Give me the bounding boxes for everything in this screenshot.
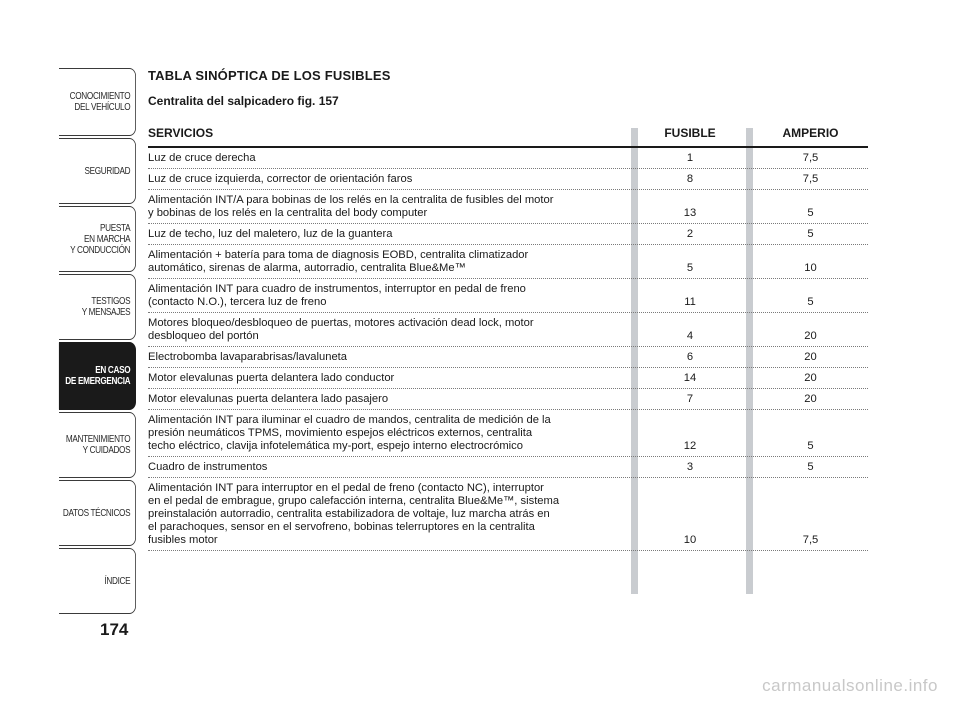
- tab-label: DATOS TÉCNICOS: [59, 480, 136, 546]
- service-cell: Electrobomba lavaparabrisas/lavaluneta: [148, 351, 348, 363]
- service-cell: Motor elevalunas puerta delantera lado pasajero: [148, 393, 389, 405]
- page-number: 174: [100, 620, 129, 639]
- table-row: [148, 313, 868, 347]
- table-row: [148, 169, 868, 190]
- tab-testigos-y-mensajes[interactable]: [42, 274, 136, 340]
- service-cell: Luz de cruce izquierda, corrector de orientación faros: [148, 173, 413, 185]
- fuse-table: [148, 126, 868, 551]
- service-cell: Alimentación INT/A para bobinas de los relés en la centralita de fusibles del motor y bobinas de los relés en la centralita del body computer: [148, 194, 554, 219]
- amp-cell: 7,5: [802, 152, 819, 164]
- column-header-services: SERVICIOS: [148, 126, 214, 140]
- table-row: [148, 457, 868, 478]
- tab-label: CONOCIMIENTO DEL VEHÍCULO: [59, 68, 136, 136]
- fuse-cell: 4: [686, 330, 694, 342]
- tab-label: SEGURIDAD: [59, 138, 136, 204]
- table-row: [148, 279, 868, 313]
- table-body: [148, 148, 868, 551]
- amp-cell: 20: [804, 351, 817, 363]
- table-row: [148, 347, 868, 368]
- column-header-fuse: FUSIBLE: [664, 126, 716, 140]
- fuse-cell: 11: [684, 296, 696, 308]
- amp-cell: 7,5: [802, 173, 819, 185]
- table-row: [148, 190, 868, 224]
- service-cell: Alimentación INT para interruptor en el pedal de freno (contacto NC), interruptor en el pedal de embrague, grupo calefacción interna, centralita Blue&Me™, sistema preinstalación autorradio, centralita estabilizadora de voltaje, luz marcha atrás en el parachoques, sensor en el servofreno, bobinas telerruptores en la centralita fusibles motor: [148, 482, 560, 546]
- table-row: [148, 224, 868, 245]
- table-row: [148, 148, 868, 169]
- table-row: [148, 410, 868, 457]
- tab-mantenimiento-y-cuidados[interactable]: [42, 412, 136, 478]
- service-cell: Luz de cruce derecha: [148, 152, 256, 164]
- fuse-cell: 3: [686, 461, 694, 473]
- amp-cell: 5: [807, 440, 814, 452]
- tab-label: ÍNDICE: [59, 548, 136, 614]
- column-header-amp: AMPERIO: [782, 126, 839, 140]
- amp-cell: 7,5: [802, 534, 819, 546]
- tab-puesta-en-marcha[interactable]: [42, 206, 136, 272]
- table-row: [148, 389, 868, 410]
- table-row: [148, 368, 868, 389]
- amp-cell: 20: [804, 372, 817, 384]
- fuse-cell: 1: [686, 152, 694, 164]
- amp-cell: 5: [807, 228, 814, 240]
- watermark: carmanualsonline.info: [762, 676, 938, 695]
- amp-cell: 20: [804, 330, 817, 342]
- amp-cell: 5: [807, 296, 814, 308]
- service-cell: Luz de techo, luz del maletero, luz de la guantera: [148, 228, 393, 240]
- amp-cell: 5: [807, 461, 814, 473]
- tab-en-caso-de-emergencia[interactable]: [42, 342, 136, 410]
- amp-cell: 5: [807, 207, 814, 219]
- page-subtitle: Centralita del salpicadero fig. 157: [148, 94, 339, 108]
- tab-conocimiento-del-vehiculo[interactable]: [42, 68, 136, 136]
- fuse-cell: 12: [683, 440, 697, 452]
- service-cell: Motor elevalunas puerta delantera lado conductor: [148, 372, 395, 384]
- tab-label: EN CASO DE EMERGENCIA: [59, 342, 136, 410]
- service-cell: Cuadro de instrumentos: [148, 461, 268, 473]
- service-cell: Alimentación + batería para toma de diagnosis EOBD, centralita climatizador automático, sirenas de alarma, autorradio, centralita Blue&Me™: [148, 249, 529, 274]
- table-row: [148, 245, 868, 279]
- service-cell: Alimentación INT para iluminar el cuadro de mandos, centralita de medición de la presión neumáticos TPMS, movimiento espejos eléctricos externos, centralita techo eléctrico, clavija infotelemática my-port, espejo interno electrocrómico: [148, 414, 551, 452]
- tab-datos-tecnicos[interactable]: [42, 480, 136, 546]
- tab-label: PUESTA EN MARCHA Y CONDUCCIÓN: [59, 206, 136, 272]
- fuse-cell: 5: [686, 262, 694, 274]
- service-cell: Alimentación INT para cuadro de instrumentos, interruptor en pedal de freno (contacto N.O.), tercera luz de freno: [148, 283, 526, 308]
- fuse-cell: 14: [683, 372, 697, 384]
- fuse-cell: 7: [686, 393, 694, 405]
- tab-indice[interactable]: [42, 548, 136, 614]
- amp-cell: 10: [804, 262, 817, 274]
- amp-cell: 20: [804, 393, 817, 405]
- service-cell: Motores bloqueo/desbloqueo de puertas, motores activación dead lock, motor desbloqueo del portón: [148, 317, 534, 342]
- table-header: [148, 126, 868, 148]
- fuse-cell: 10: [683, 534, 697, 546]
- fuse-cell: 13: [683, 207, 697, 219]
- tab-label: TESTIGOS Y MENSAJES: [59, 274, 136, 340]
- tab-seguridad[interactable]: [42, 138, 136, 204]
- fuse-cell: 2: [686, 228, 694, 240]
- fuse-cell: 8: [686, 173, 694, 185]
- chapter-sidebar: [42, 68, 136, 614]
- page-title: TABLA SINÓPTICA DE LOS FUSIBLES: [148, 68, 391, 83]
- fuse-cell: 6: [686, 351, 694, 363]
- table-row: [148, 478, 868, 551]
- tab-label: MANTENIMIENTO Y CUIDADOS: [59, 412, 136, 478]
